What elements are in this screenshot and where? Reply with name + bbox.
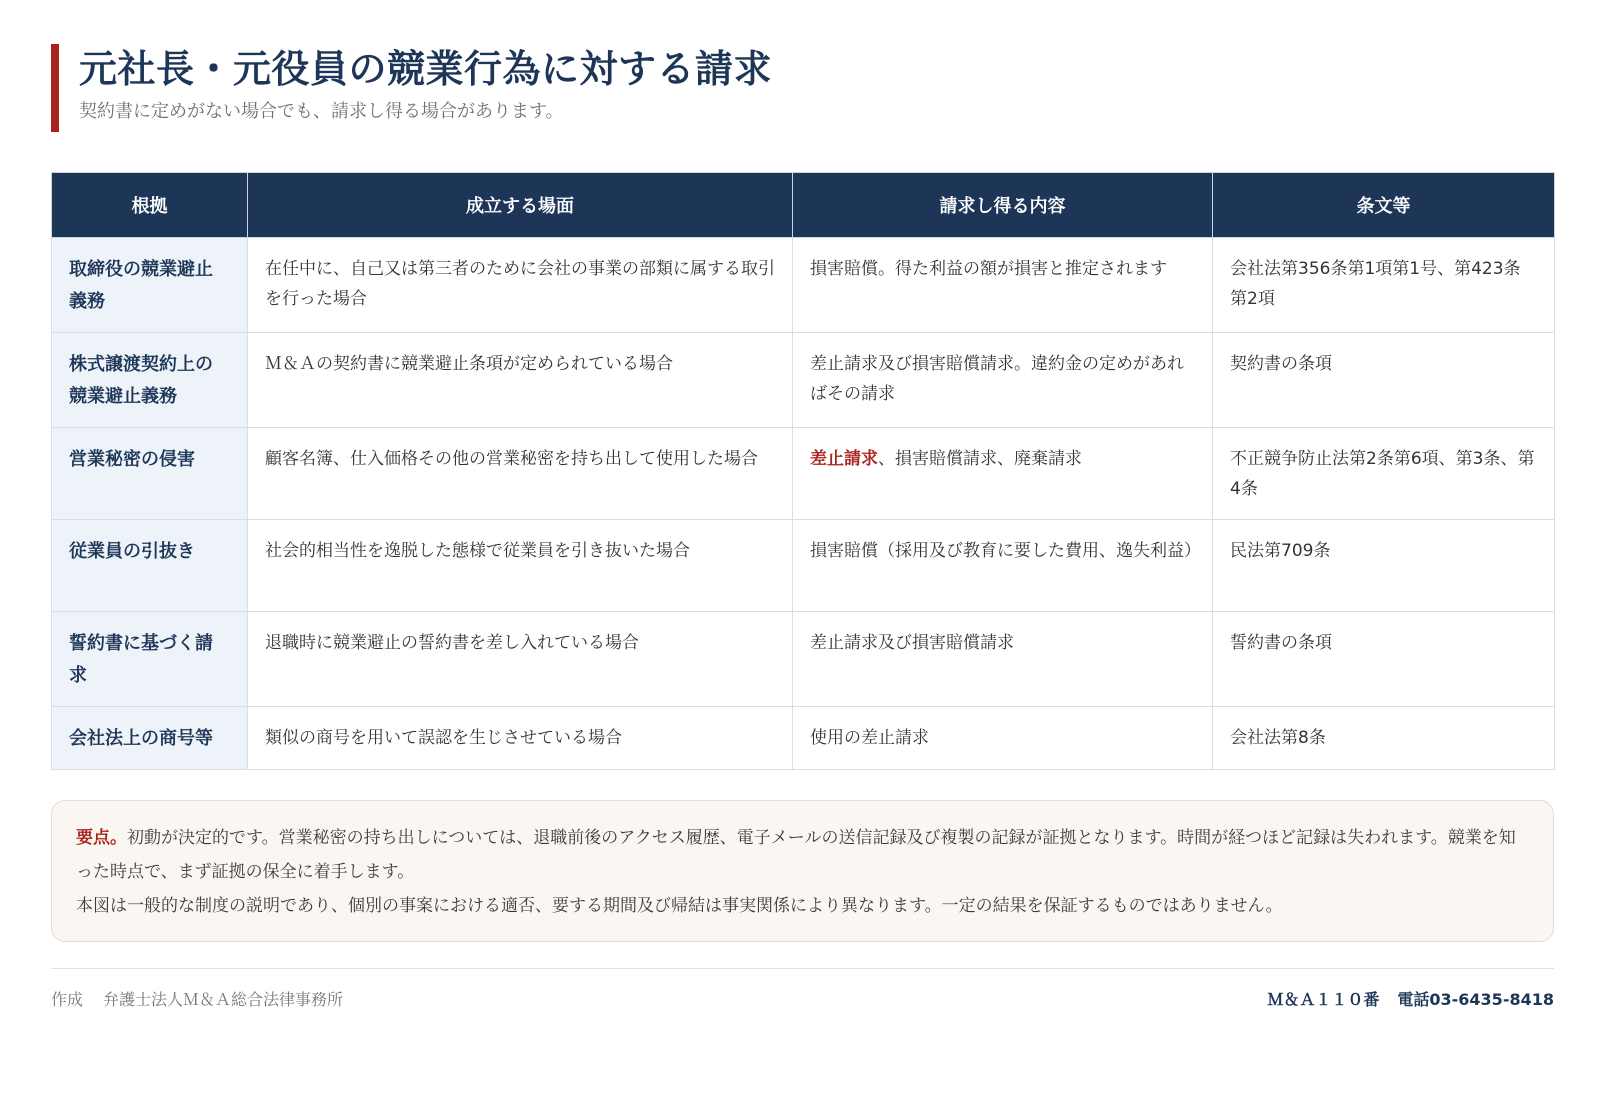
page [51, 44, 1554, 1010]
basis-cell: 誓約書に基づく請求 [52, 612, 248, 707]
claim-cell [793, 333, 1213, 428]
column-header-situation: 成立する場面 [248, 173, 793, 238]
page-subtitle: 契約書に定めがない場合でも、請求し得る場合があります。 [79, 101, 564, 122]
phone-number: 電話03-6435-8418 [1397, 990, 1554, 1009]
author-name: 弁護士法人Ｍ＆Ａ総合法律事務所 [103, 990, 344, 1009]
claim-highlight: 差止請求 [810, 449, 878, 469]
statute-cell: 会社法第8条 [1213, 707, 1555, 770]
table-row [52, 520, 1555, 612]
contact-info [1267, 987, 1554, 1010]
situation-cell: 在任中に、自己又は第三者のために会社の事業の部類に属する取引を行った場合 [248, 238, 793, 333]
statute-cell: 不正競争防止法第2条第6項、第3条、第4条 [1213, 428, 1555, 520]
service-name: Ｍ＆Ａ１１０番 [1267, 990, 1380, 1009]
situation-cell: 退職時に競業避止の誓約書を差し入れている場合 [248, 612, 793, 707]
claim-text: 損害賠償（採用及び教育に要した費用、逸失利益） [810, 541, 1201, 561]
situation-cell: 類似の商号を用いて誤認を生じさせている場合 [248, 707, 793, 770]
claim-text: 、損害賠償請求、廃棄請求 [878, 449, 1082, 469]
claim-cell [793, 612, 1213, 707]
claims-table [51, 172, 1555, 770]
basis-cell: 従業員の引抜き [52, 520, 248, 612]
key-point-label: 要点。 [76, 828, 127, 848]
statute-cell: 誓約書の条項 [1213, 612, 1555, 707]
claim-text: 損害賠償。得た利益の額が損害と推定されます [810, 259, 1167, 279]
claim-text: 差止請求及び損害賠償請求。違約金の定めがあればその請求 [810, 354, 1184, 404]
table-row [52, 238, 1555, 333]
table-row [52, 612, 1555, 707]
situation-cell: 社会的相当性を逸脱した態様で従業員を引き抜いた場合 [248, 520, 793, 612]
key-point-box [51, 800, 1554, 942]
table-header-row [52, 173, 1555, 238]
basis-cell: 株式譲渡契約上の競業避止義務 [52, 333, 248, 428]
footer-divider [51, 968, 1554, 969]
basis-cell: 取締役の競業避止義務 [52, 238, 248, 333]
table-row [52, 707, 1555, 770]
claim-text: 使用の差止請求 [810, 728, 929, 748]
column-header-claim: 請求し得る内容 [793, 173, 1213, 238]
basis-cell: 営業秘密の侵害 [52, 428, 248, 520]
table-row [52, 428, 1555, 520]
statute-cell: 契約書の条項 [1213, 333, 1555, 428]
claim-cell [793, 428, 1213, 520]
table-row [52, 333, 1555, 428]
column-header-statute: 条文等 [1213, 173, 1555, 238]
situation-cell: Ｍ＆Ａの契約書に競業避止条項が定められている場合 [248, 333, 793, 428]
disclaimer-text: 本図は一般的な制度の説明であり、個別の事案における適否、要する期間及び帰結は事実関係により異なります。一定の結果を保証するものではありません。 [76, 896, 1283, 916]
claim-cell [793, 520, 1213, 612]
page-title: 元社長・元役員の競業行為に対する請求 [79, 47, 773, 91]
author-credit [51, 987, 343, 1010]
situation-cell: 顧客名簿、仕入価格その他の営業秘密を持ち出して使用した場合 [248, 428, 793, 520]
basis-cell: 会社法上の商号等 [52, 707, 248, 770]
author-label: 作成 [51, 990, 84, 1009]
column-header-basis: 根拠 [52, 173, 248, 238]
key-point-text [76, 821, 1529, 889]
claim-cell [793, 238, 1213, 333]
key-point-body: 初動が決定的です。営業秘密の持ち出しについては、退職前後のアクセス履歴、電子メールの送信記録及び複製の記録が証拠となります。時間が経つほど記録は失われます。競業を知った時点で、まず証拠の保全に着手します。 [76, 828, 1516, 882]
claim-text: 差止請求及び損害賠償請求 [810, 633, 1014, 653]
statute-cell: 会社法第356条第1項第1号、第423条第2項 [1213, 238, 1555, 333]
statute-cell: 民法第709条 [1213, 520, 1555, 612]
footer [51, 987, 1554, 1010]
page-header [51, 44, 1554, 132]
claim-cell [793, 707, 1213, 770]
